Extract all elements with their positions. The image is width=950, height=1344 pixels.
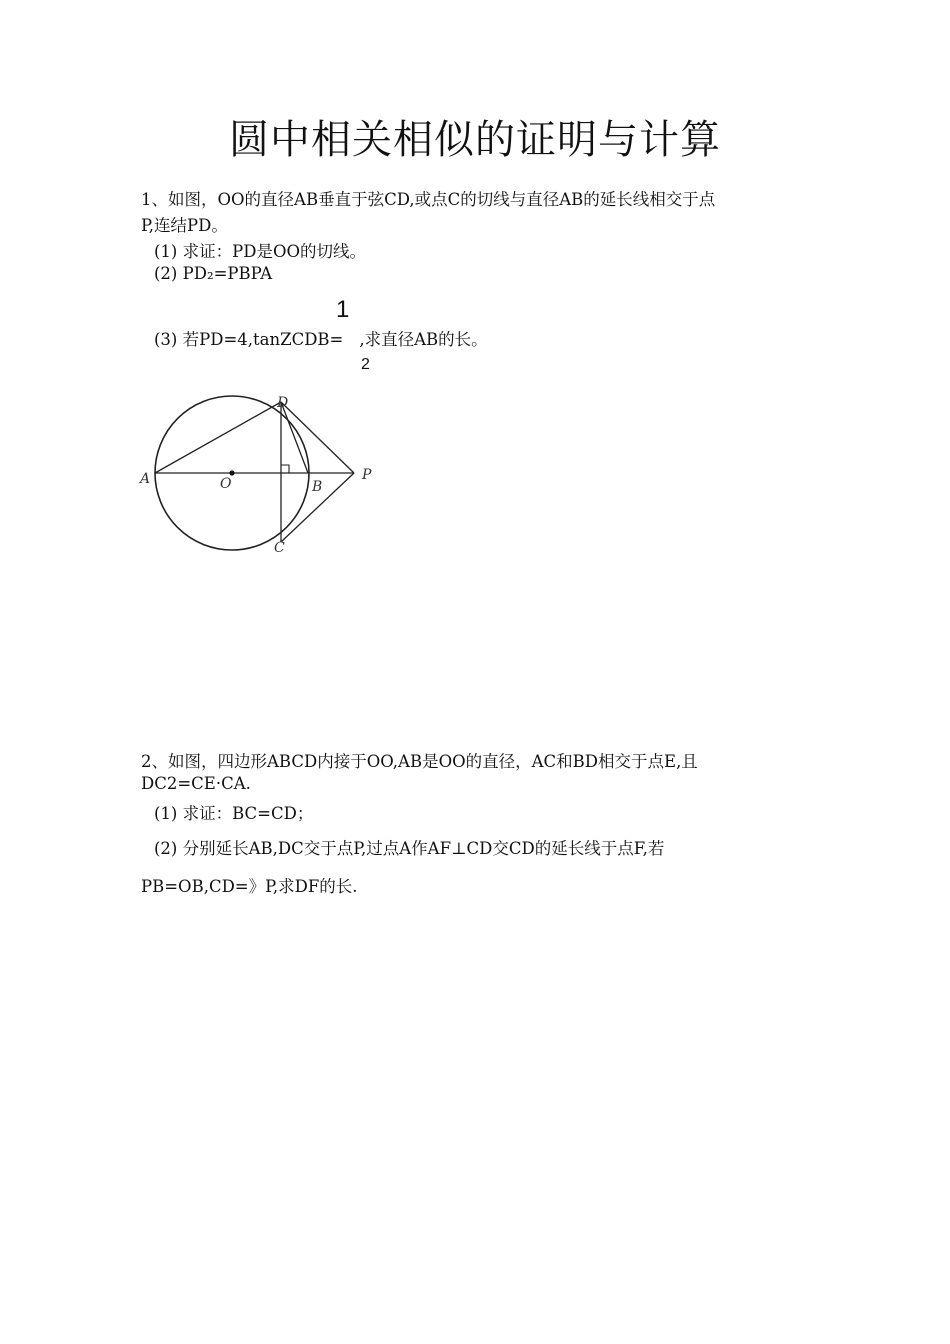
problem2-question1: (1) 求证：BC=CD；: [154, 804, 314, 823]
problem2-statement-line2: DC2=CE·CA.: [141, 774, 251, 793]
line-ad: [155, 402, 281, 473]
center-point-o: [229, 470, 234, 475]
label-c: C: [274, 540, 285, 556]
label-d: D: [277, 395, 289, 411]
label-b: B: [312, 479, 323, 495]
problem1-question3-prefix: (3) 若PD=4,tanZCDB=: [154, 330, 344, 349]
problem1-question3-suffix: ,求直径AB的长。: [359, 330, 488, 349]
problem2-statement-line1: 2、如图，四边形ABCD内接于OO,AB是OO的直径，AC和BD相交于点E,且: [141, 752, 698, 771]
problem1-question2: (2) PD₂=PBPA: [154, 264, 273, 283]
label-p: P: [362, 467, 372, 483]
tangent-dp: [281, 402, 354, 473]
right-angle-mark: [281, 465, 289, 473]
label-a: A: [140, 471, 151, 487]
fraction-numerator: 1: [336, 296, 350, 323]
fraction-denominator: 2: [361, 356, 370, 373]
problem2-question2: (2) 分别延长AB,DC交于点P,过点A作AF⊥CD交CD的延长线于点F,若: [154, 839, 665, 858]
circle-tangent-figure: [136, 388, 386, 558]
label-o: O: [220, 476, 232, 492]
problem2-question2-continued: PB=OB,CD=》P,求DF的长.: [141, 877, 358, 896]
line-db: [281, 402, 308, 473]
problem1-statement-line1: 1、如图，OO的直径AB垂直于弦CD,或点C的切线与直径AB的延长线相交于点: [141, 190, 716, 209]
problem1-statement-line2: P,连结PD。: [141, 216, 228, 235]
page-title: 圆中相关相似的证明与计算: [229, 117, 721, 163]
problem1-question1: (1) 求证：PD是OO的切线。: [154, 242, 367, 261]
problem1-question3: [154, 326, 488, 350]
